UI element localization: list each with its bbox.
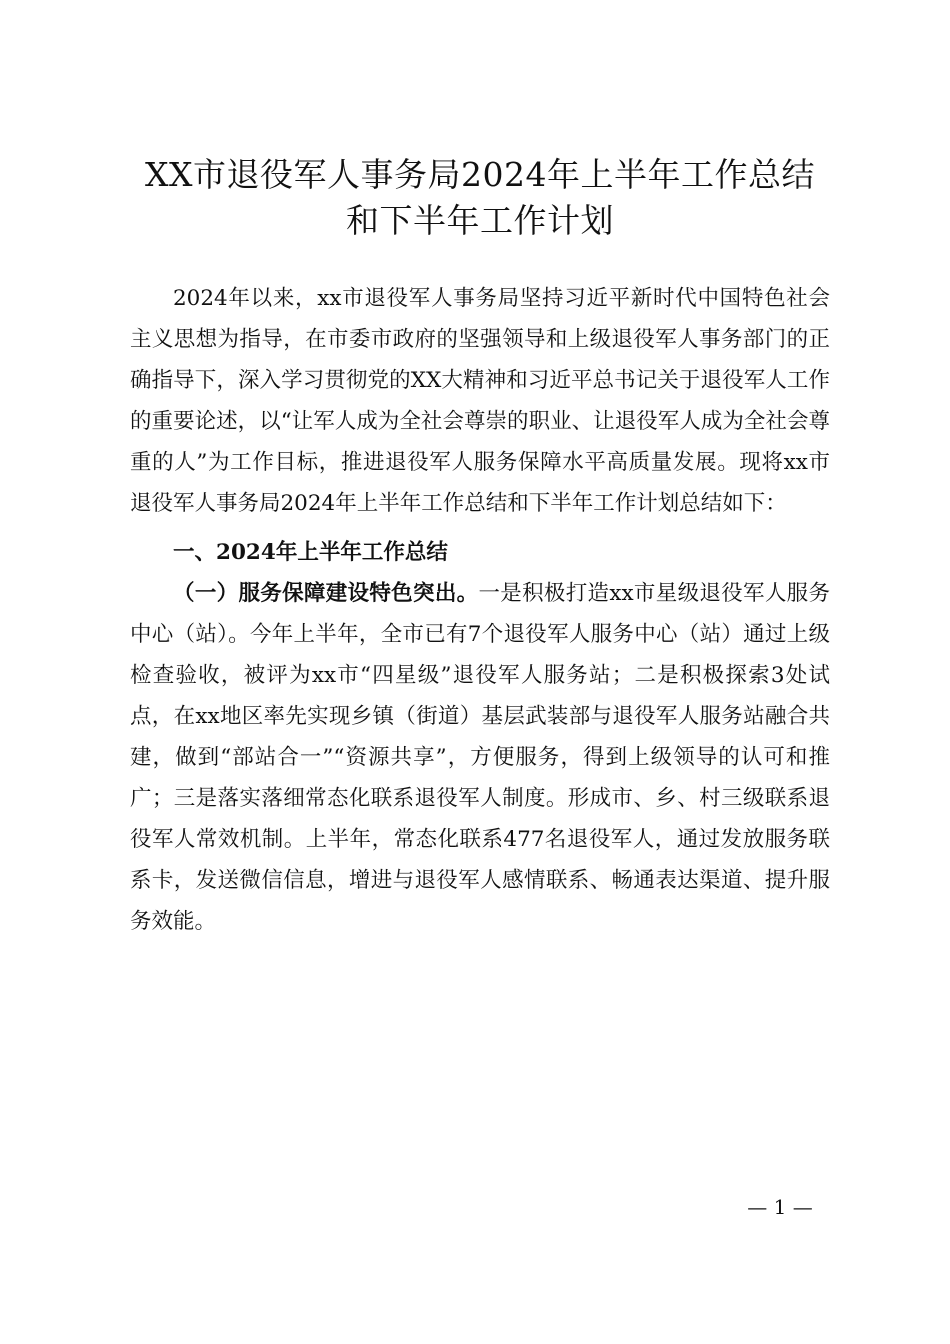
title-line-1: XX市退役军人事务局2024年上半年工作总结 <box>145 155 815 194</box>
page-number: — 1 — <box>747 1195 813 1219</box>
subsection-lead-1: （一）服务保障建设特色突出。 <box>173 581 479 606</box>
document-title <box>130 152 830 244</box>
intro-paragraph: 2024年以来，xx市退役军人事务局坚持习近平新时代中国特色社会主义思想为指导，在市委市政府的坚强领导和上级退役军人事务部门的正确指导下，深入学习贯彻党的XX大精神和习近平总书记关于退役军人工作的重要论述，以“让军人成为全社会尊崇的职业、让退役军人成为全社会尊重的人”为工作目标，推进退役军人服务保障水平高质量发展。现将xx市退役军人事务局2024年上半年工作总结和下半年工作计划总结如下： <box>130 286 830 516</box>
subsection-paragraph-1 <box>130 573 830 942</box>
document-body <box>130 278 830 942</box>
title-line-2: 和下半年工作计划 <box>346 201 614 240</box>
section-heading-1: 一、2024年上半年工作总结 <box>173 540 448 565</box>
subsection-body-1: 一是积极打造xx市星级退役军人服务中心（站）。今年上半年，全市已有7个退役军人服务中心（站）通过上级检查验收，被评为xx市“四星级”退役军人服务站；二是积极探索3处试点，在xx地区率先实现乡镇（街道）基层武装部与退役军人服务站融合共建，做到“部站合一”“资源共享”，方便服务，得到上级领导的认可和推广；三是落实落细常态化联系退役军人制度。形成市、乡、村三级联系退役军人常效机制。上半年，常态化联系477名退役军人，通过发放服务联系卡，发送微信信息，增进与退役军人感情联系、畅通表达渠道、提升服务效能。 <box>130 581 830 934</box>
